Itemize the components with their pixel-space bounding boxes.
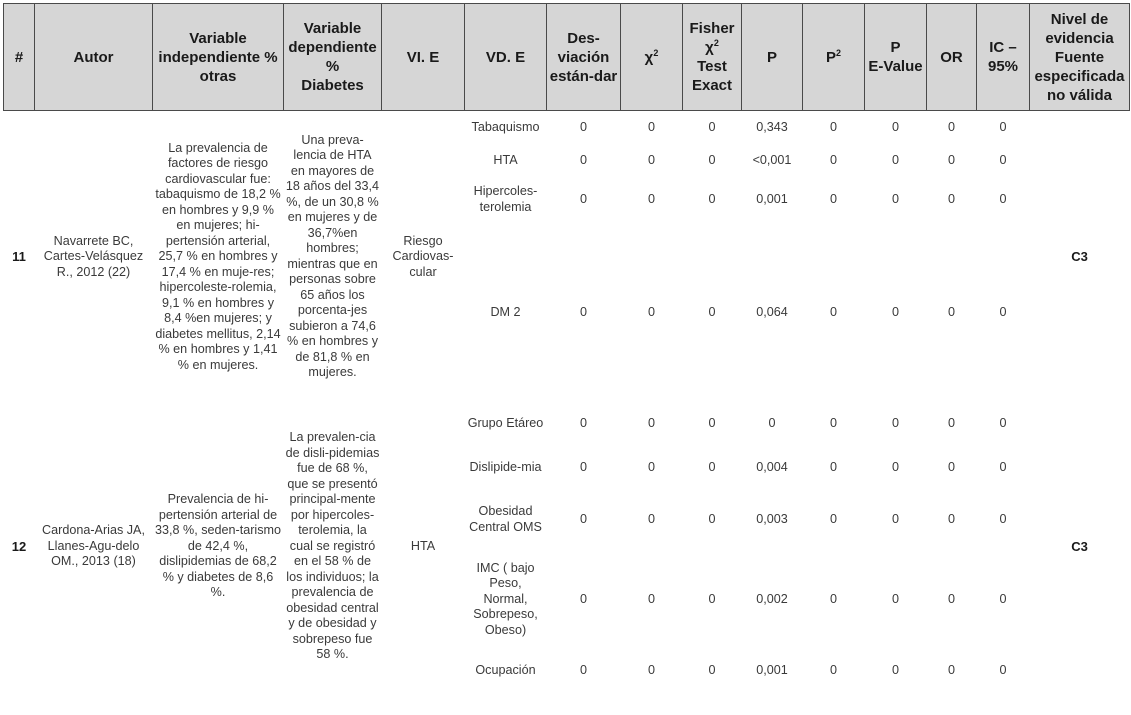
cell-desv: 0 <box>579 459 587 474</box>
cell-or: 0 <box>947 591 955 606</box>
cell-chi: 0 <box>647 591 655 606</box>
cell-p-evalue: 0 <box>891 415 899 430</box>
cell-vd-e: Grupo Etáreo <box>467 415 544 430</box>
header-variable-dependiente <box>284 4 382 111</box>
cell-desv: 0 <box>579 511 587 526</box>
header-chi-symbol: χ <box>644 48 654 66</box>
header-p2-sup: 2 <box>836 47 842 58</box>
cell-ic: 0 <box>999 591 1007 606</box>
row-variable-dependiente: La prevalen-cia de disli-pidemias fue de 68 %, que se presentó principal-mente por hipercoles-terolemia, la cual se registró en el 58 % de los individuos; la prevalencia de obesidad central y de obesidad y sobrepeso fue 58 %. <box>285 430 380 662</box>
cell-desv: 0 <box>579 120 587 134</box>
cell-p2: 0 <box>829 191 837 206</box>
cell-chi: 0 <box>647 511 655 526</box>
cell-or: 0 <box>947 511 955 526</box>
row-nivel: C3 <box>1071 538 1088 554</box>
cell-p: <0,001 <box>752 152 792 167</box>
header-variable-independiente: Variable independiente % otras <box>153 4 284 111</box>
cell-p-evalue: 0 <box>891 591 899 606</box>
cell-p-evalue: 0 <box>891 459 899 474</box>
cell-desv: 0 <box>579 304 587 319</box>
cell-fisher: 0 <box>708 120 716 134</box>
header-pe-line2: E-Value <box>868 58 923 75</box>
header-fisher-chi-sup: 2 <box>713 38 719 48</box>
cell-p2: 0 <box>829 459 837 474</box>
cell-or: 0 <box>947 662 955 677</box>
table-row <box>4 111 1130 145</box>
cell-ic: 0 <box>999 459 1007 474</box>
cell-p: 0,343 <box>756 120 788 134</box>
cell-p2: 0 <box>829 304 837 319</box>
cell-p: 0,004 <box>756 459 788 474</box>
header-pe-line1: P <box>890 39 901 56</box>
cell-fisher: 0 <box>708 304 716 319</box>
cell-chi: 0 <box>647 459 655 474</box>
cell-vd-e: Hipercoles-terolemia <box>473 184 538 214</box>
header-or: OR <box>927 4 977 111</box>
cell-vd-e: Ocupación <box>475 662 536 677</box>
header-fisher <box>683 4 742 111</box>
header-fisher-chi: χ <box>705 39 714 56</box>
cell-p: 0,064 <box>756 304 788 319</box>
header-num: # <box>4 4 35 111</box>
header-fisher-line2: Test <box>697 58 727 75</box>
cell-chi: 0 <box>647 191 655 206</box>
cell-or: 0 <box>947 304 955 319</box>
cell-p: 0,001 <box>756 662 788 677</box>
cell-desv: 0 <box>579 415 587 430</box>
cell-or: 0 <box>947 120 955 134</box>
row-autor: Navarrete BC, Cartes-Velásquez R., 2012 (22) <box>43 233 144 279</box>
cell-p-evalue: 0 <box>891 120 899 134</box>
header-var-dep-line2: % <box>325 58 340 75</box>
cell-p2: 0 <box>829 415 837 430</box>
header-p: P <box>742 4 803 111</box>
cell-desv: 0 <box>579 662 587 677</box>
header-fisher-line1: Fisher <box>689 20 735 37</box>
cell-fisher: 0 <box>708 662 716 677</box>
cell-chi: 0 <box>647 152 655 167</box>
cell-chi: 0 <box>647 120 655 134</box>
cell-vd-e: HTA <box>493 152 518 167</box>
cell-vd-e: Tabaquismo <box>471 120 540 134</box>
cell-ic: 0 <box>999 191 1007 206</box>
header-nivel-evidencia: Nivel de evidencia Fuente especificada no válida <box>1030 4 1130 111</box>
cell-ic: 0 <box>999 415 1007 430</box>
cell-ic: 0 <box>999 120 1007 134</box>
cell-chi: 0 <box>647 662 655 677</box>
cell-or: 0 <box>947 459 955 474</box>
row-vi-e: Riesgo Cardiovas-cular <box>392 233 454 279</box>
header-chi-square <box>621 4 683 111</box>
cell-desv: 0 <box>579 191 587 206</box>
header-fisher-line3: Exact <box>691 77 733 94</box>
cell-desv: 0 <box>579 152 587 167</box>
cell-p2: 0 <box>829 662 837 677</box>
row-autor: Cardona-Arias JA, Llanes-Agu-delo OM., 2013 (18) <box>42 523 145 569</box>
header-p2 <box>803 4 865 111</box>
cell-vd-e: Obesidad Central OMS <box>469 504 542 534</box>
header-vi-e: VI. E <box>382 4 465 111</box>
cell-p-evalue: 0 <box>891 662 899 677</box>
cell-p2: 0 <box>829 511 837 526</box>
cell-p: 0,001 <box>756 191 788 206</box>
cell-ic: 0 <box>999 662 1007 677</box>
cell-vd-e: DM 2 <box>490 304 521 319</box>
cell-vd-e: Dislipide-mia <box>469 459 542 474</box>
cell-or: 0 <box>947 415 955 430</box>
cell-ic: 0 <box>999 304 1007 319</box>
row-variable-independiente: Prevalencia de hi-pertensión arterial de 33,8 %, seden-tarismo de 42,4 %, dislipidemias de 68,2 % y diabetes de 8,6 %. <box>155 492 281 600</box>
cell-or: 0 <box>947 191 955 206</box>
cell-chi: 0 <box>647 415 655 430</box>
cell-fisher: 0 <box>708 511 716 526</box>
cell-or: 0 <box>947 152 955 167</box>
evidence-table <box>3 3 1130 691</box>
cell-ic: 0 <box>999 152 1007 167</box>
row-variable-independiente: La prevalencia de factores de riesgo cardiovascular fue: tabaquismo de 18,2 % en hombres y 9,9 % en mujeres; hi-pertensión arterial, 25,7 % en hombres y 17,4 % en muje-res; hipercoleste-rolemia, 9,1 % en hombres y 8,4 %en mujeres; y diabetes mellitus, 2,14 % en hombres y 1,41 % en mujeres. <box>155 140 281 372</box>
header-ic: IC – 95% <box>977 4 1030 111</box>
cell-fisher: 0 <box>708 459 716 474</box>
row-num: 11 <box>12 249 26 264</box>
row-vi-e: HTA <box>410 538 436 553</box>
cell-fisher: 0 <box>708 152 716 167</box>
header-row <box>4 4 1130 111</box>
header-p-evalue <box>865 4 927 111</box>
row-num: 12 <box>11 538 27 554</box>
cell-p-evalue: 0 <box>891 191 899 206</box>
header-var-dep-line3: Diabetes <box>301 77 364 94</box>
cell-p: 0 <box>768 415 776 430</box>
cell-fisher: 0 <box>708 591 716 606</box>
cell-p-evalue: 0 <box>891 152 899 167</box>
row-variable-dependiente: Una preva-lencia de HTA en mayores de 18 años del 33,4 %, de un 30,8 % en mujeres y de 36,7%en hombres; mientras que en personas sobre 65 años los porcenta-jes subieron a 74,6 % en hombres y de 81,8 % en mujeres. <box>285 132 380 380</box>
cell-p2: 0 <box>829 120 837 134</box>
cell-chi: 0 <box>647 304 655 319</box>
cell-p-evalue: 0 <box>891 511 899 526</box>
header-vd-e: VD. E <box>465 4 547 111</box>
cell-fisher: 0 <box>708 415 716 430</box>
header-chi-sup: 2 <box>653 47 659 58</box>
cell-p2: 0 <box>829 152 837 167</box>
cell-p2: 0 <box>829 591 837 606</box>
cell-p-evalue: 0 <box>891 304 899 319</box>
header-desviacion: Des-viación están-dar <box>547 4 621 111</box>
row-nivel: C3 <box>1071 249 1088 264</box>
cell-p: 0,003 <box>756 511 788 526</box>
cell-fisher: 0 <box>708 191 716 206</box>
cell-desv: 0 <box>579 591 587 606</box>
table-row <box>4 403 1130 445</box>
cell-ic: 0 <box>999 511 1007 526</box>
cell-p: 0,002 <box>756 591 788 606</box>
cell-vd-e: IMC ( bajo Peso, Normal, Sobrepeso, Obeso) <box>473 560 538 637</box>
header-autor: Autor <box>35 4 153 111</box>
header-p2-letter: P <box>825 48 836 66</box>
header-var-dep-line1: Variable dependiente <box>288 20 377 56</box>
